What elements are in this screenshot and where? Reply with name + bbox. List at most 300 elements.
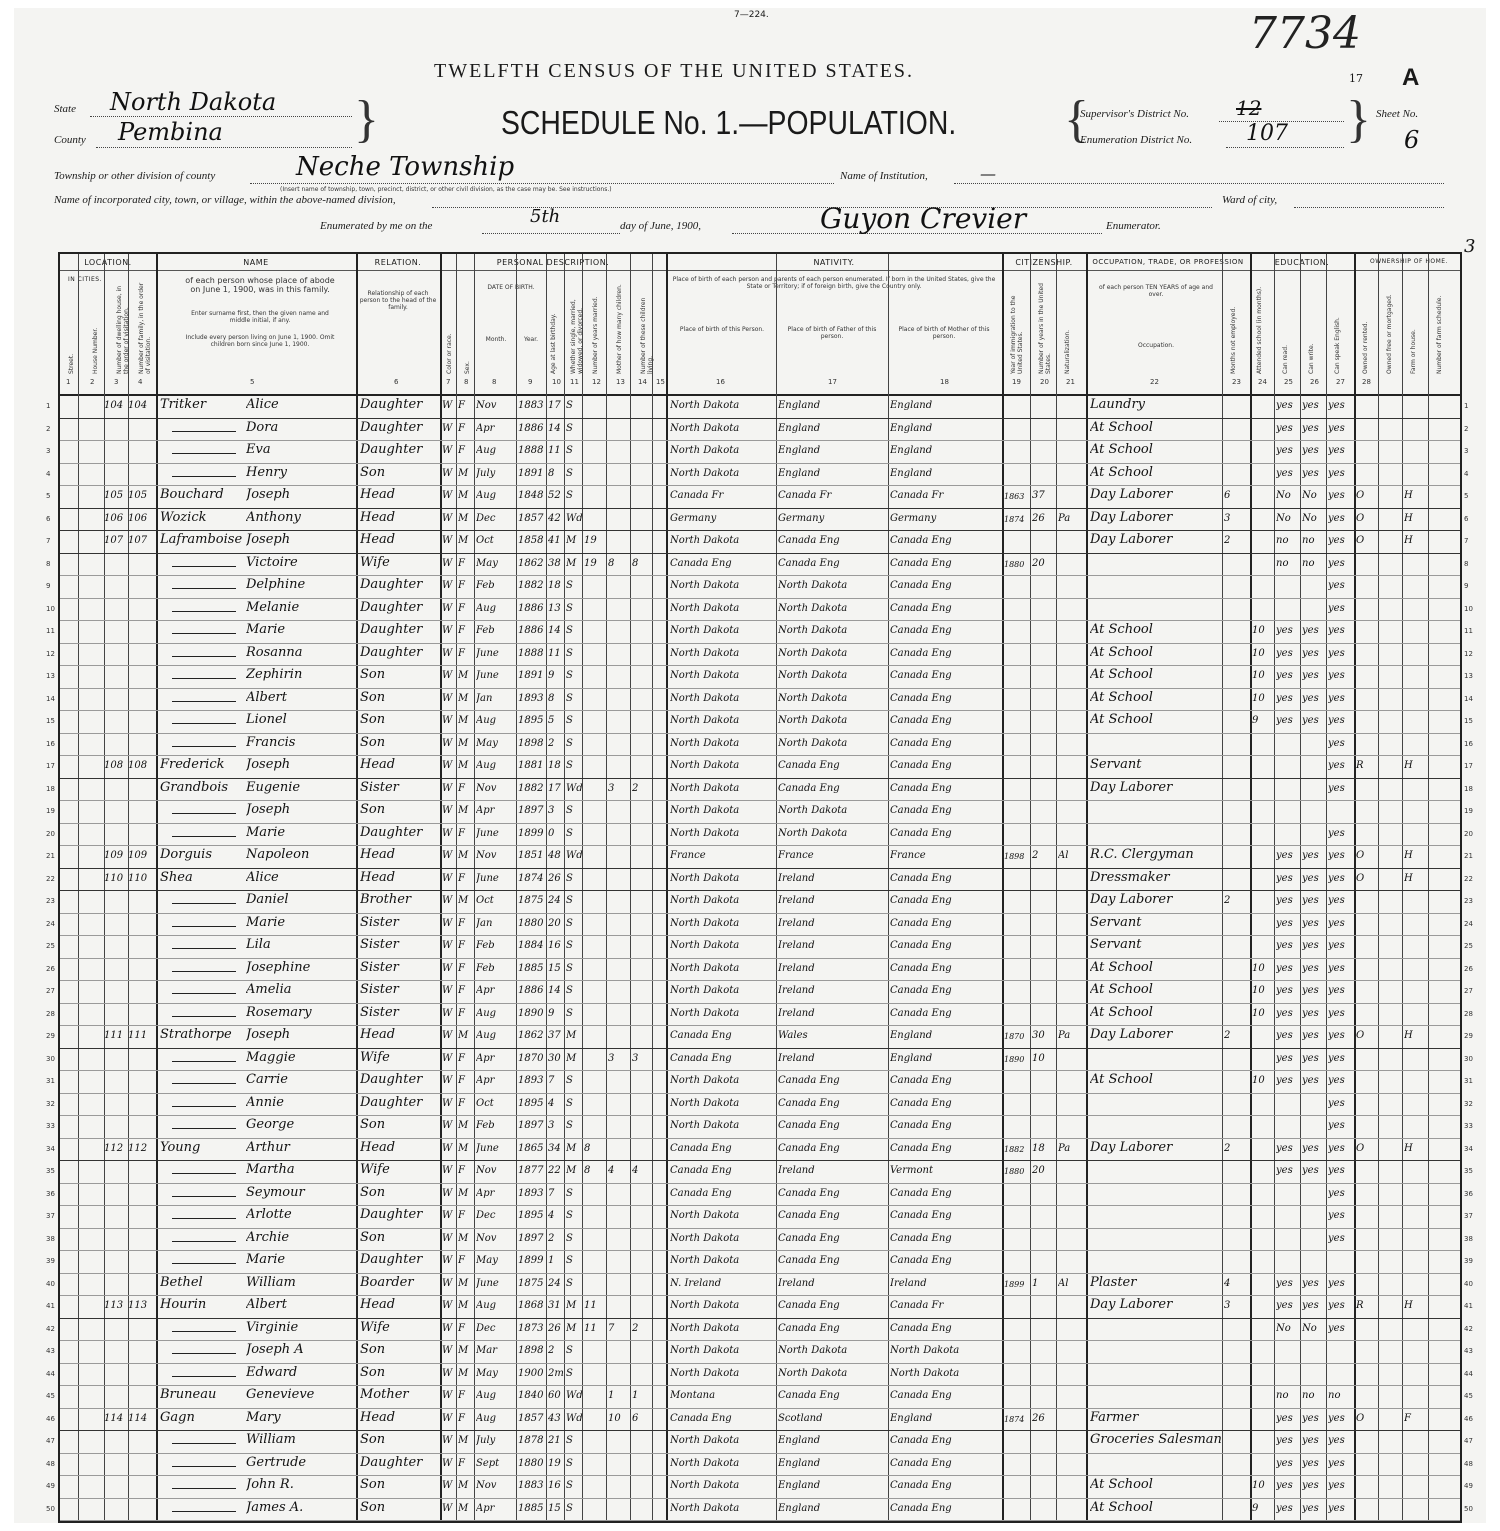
cell-fpob: Canada Eng <box>778 535 840 546</box>
cell-occ: Day Laborer <box>1090 1297 1173 1312</box>
cell-fam: 112 <box>128 1142 148 1154</box>
line-number-left: 14 <box>46 694 55 703</box>
cell-yus: 2 <box>1032 850 1039 861</box>
cell-unemp: 2 <box>1224 1142 1231 1154</box>
cell-month: Oct <box>476 535 494 546</box>
cell-yus: 37 <box>1032 490 1045 501</box>
cell-fpob: Canada Eng <box>778 1300 840 1311</box>
cell-unemp: 6 <box>1224 490 1231 501</box>
hdr-v-free: Owned free or mortgaged. <box>1386 294 1393 374</box>
cell-occ: Day Laborer <box>1090 532 1173 547</box>
cell-pob: North Dakota <box>670 917 740 929</box>
cell-mpob: Canada Eng <box>890 782 952 794</box>
cell-write: yes <box>1302 1030 1319 1041</box>
cell-given: Seymour <box>246 1184 305 1200</box>
cell-read: yes <box>1276 647 1293 659</box>
table-row-line <box>60 1385 1460 1386</box>
cell-eng: yes <box>1328 1097 1345 1109</box>
cell-imm: 1863 <box>1004 492 1025 501</box>
cell-dw: 112 <box>104 1142 124 1154</box>
cell-rel: Son <box>360 712 386 727</box>
cell-sex: M <box>458 670 469 681</box>
enumerator-signature: Guyon Crevier <box>820 202 1027 235</box>
cell-rel: Son <box>360 689 386 705</box>
cell-surname: Young <box>160 1139 201 1155</box>
hdr-year: Year. <box>523 336 539 343</box>
cell-age: 41 <box>548 535 561 546</box>
cell-color: W <box>442 895 453 906</box>
cell-mar: M <box>566 557 577 569</box>
cell-farm: H <box>1404 490 1413 501</box>
table-row-line <box>60 688 1460 689</box>
cell-read: yes <box>1276 625 1293 636</box>
cell-yus: 20 <box>1032 557 1045 569</box>
cell-rel: Son <box>360 802 386 817</box>
cell-mar: M <box>566 1300 577 1311</box>
cell-fpob: Ireland <box>778 962 815 974</box>
cell-rel: Head <box>360 847 396 862</box>
cell-month: Nov <box>476 850 497 861</box>
cell-month: Mar <box>476 1345 497 1356</box>
cell-color: W <box>442 490 453 501</box>
cell-given: Joseph <box>246 802 291 817</box>
cell-rel: Head <box>360 487 396 502</box>
cell-read: yes <box>1276 917 1293 929</box>
cell-own: R <box>1356 1300 1364 1311</box>
table-row-line <box>60 1003 1460 1004</box>
cell-mpob: England <box>890 422 933 434</box>
cell-mar: M <box>566 1165 577 1176</box>
line-number-right: 19 <box>1464 807 1473 815</box>
column-divider <box>1378 254 1379 1521</box>
cell-write: yes <box>1302 962 1319 974</box>
cell-mpob: Germany <box>890 512 937 524</box>
column-number: 4 <box>138 378 143 386</box>
line-number-left: 11 <box>46 627 55 635</box>
cell-month: Apr <box>476 985 495 996</box>
cell-pob: North Dakota <box>670 1255 740 1266</box>
cell-pob: North Dakota <box>670 782 740 794</box>
column-number: 24 <box>1258 378 1267 386</box>
cell-fpob: North Dakota <box>778 1367 848 1379</box>
hdr-ownership: OWNERSHIP OF HOME. <box>1370 258 1448 265</box>
column-divider <box>776 254 777 1521</box>
cell-read: yes <box>1276 1412 1293 1424</box>
table-row-line <box>60 440 1460 441</box>
cell-age: 17 <box>548 782 561 794</box>
line-number-left: 15 <box>46 717 55 725</box>
cell-fpob: England <box>778 1480 821 1491</box>
cell-eng: yes <box>1328 1210 1345 1221</box>
cell-age: 17 <box>548 400 561 411</box>
cell-mar: S <box>566 1187 573 1199</box>
cell-pob: North Dakota <box>670 1075 740 1086</box>
cell-eng: yes <box>1328 1030 1345 1041</box>
cell-mpob: England <box>890 1030 933 1041</box>
cell-write: yes <box>1302 1075 1319 1086</box>
cell-eng: yes <box>1328 872 1345 884</box>
cell-sch: 10 <box>1252 1007 1265 1019</box>
hdr-occupation: OCCUPATION, TRADE, OR PROFESSION <box>1092 258 1244 266</box>
cell-mo: 3 <box>608 1052 615 1064</box>
cell-occ: Servant <box>1090 914 1142 930</box>
cell-unemp: 3 <box>1224 512 1231 524</box>
cell-color: W <box>442 647 453 659</box>
cell-pob: North Dakota <box>670 1300 740 1311</box>
cell-age: 0 <box>548 827 555 839</box>
cell-given: Arthur <box>246 1139 290 1155</box>
cell-write: yes <box>1302 940 1319 951</box>
column-number: 8 <box>492 378 497 386</box>
cell-fam: 113 <box>128 1300 148 1311</box>
cell-color: W <box>442 467 453 479</box>
cell-read: yes <box>1276 422 1293 434</box>
cell-pob: North Dakota <box>670 1007 740 1019</box>
cell-read: No <box>1276 490 1291 501</box>
cell-color: W <box>442 1300 453 1311</box>
cell-read: yes <box>1276 872 1293 884</box>
cell-fpob: Ireland <box>778 1277 815 1289</box>
cell-eng: yes <box>1328 1165 1345 1176</box>
cell-mar: S <box>566 917 573 929</box>
line-number-left: 22 <box>46 874 55 883</box>
cell-given: Annie <box>246 1094 284 1110</box>
cell-rel: Sister <box>360 959 399 975</box>
cell-rel: Daughter <box>360 1072 423 1087</box>
cell-color: W <box>442 872 453 884</box>
hdr-nativity: NATIVITY. <box>813 258 855 267</box>
cell-occ: Laundry <box>1090 397 1146 412</box>
cell-sex: F <box>458 445 465 456</box>
county-label: County <box>54 134 86 146</box>
surname-ditto-dash <box>172 1263 236 1264</box>
cell-year: 1875 <box>518 895 544 906</box>
cell-mar: S <box>566 692 573 704</box>
cell-dw: 104 <box>104 400 124 411</box>
cell-given: Henry <box>246 464 287 480</box>
table-row-line <box>60 598 1460 599</box>
cell-occ: At School <box>1090 1477 1153 1492</box>
cell-read: No <box>1276 512 1291 524</box>
line-number-right: 41 <box>1464 1302 1473 1310</box>
hdr-pob-mother: Place of birth of Mother of this person. <box>898 326 990 340</box>
column-divider <box>652 254 653 1521</box>
cell-mpob: Canada Eng <box>890 715 952 726</box>
cell-color: W <box>442 1075 453 1086</box>
cell-occ: Day Laborer <box>1090 509 1173 525</box>
cell-fpob: Ireland <box>778 1007 815 1019</box>
cell-month: Aug <box>476 445 497 456</box>
cell-mar: S <box>566 602 573 614</box>
cell-fpob: North Dakota <box>778 602 848 614</box>
cell-mpob: England <box>890 1412 933 1424</box>
cell-year: 1882 <box>518 580 544 591</box>
cell-fpob: North Dakota <box>778 1345 848 1356</box>
line-number-left: 44 <box>46 1369 55 1378</box>
table-row-line <box>60 733 1460 734</box>
cell-year: 1851 <box>518 850 544 861</box>
cell-month: Dec <box>476 1210 496 1221</box>
table-row-line <box>60 1025 1460 1026</box>
cell-fpob: Canada Fr <box>778 490 832 501</box>
township-value: Neche Township <box>296 152 515 182</box>
line-number-right: 15 <box>1464 717 1473 725</box>
line-number-right: 49 <box>1464 1482 1473 1490</box>
table-row-line <box>60 980 1460 981</box>
cell-age: 22 <box>548 1165 561 1176</box>
cell-given: Edward <box>246 1364 298 1380</box>
cell-farm: H <box>1404 872 1413 884</box>
cell-pob: North Dakota <box>670 1120 740 1131</box>
cell-eng: yes <box>1328 1187 1345 1199</box>
surname-ditto-dash <box>172 1443 236 1444</box>
cell-cl: 4 <box>632 1165 639 1176</box>
line-number-right: 21 <box>1464 852 1473 860</box>
cell-fpob: Wales <box>778 1030 808 1041</box>
cell-ym: 11 <box>584 1300 597 1311</box>
cell-color: W <box>442 850 453 861</box>
table-row-line <box>60 1070 1460 1071</box>
cell-dw: 108 <box>104 760 124 771</box>
cell-year: 1865 <box>518 1142 544 1154</box>
cell-pob: North Dakota <box>670 962 740 974</box>
hdr-v-mother-of: Mother of how many children. <box>616 284 623 374</box>
column-number: 13 <box>616 378 625 386</box>
cell-month: Oct <box>476 1097 494 1109</box>
cell-mpob: Canada Eng <box>890 1232 952 1244</box>
cell-rel: Son <box>360 1499 386 1515</box>
cell-rel: Head <box>360 532 396 547</box>
cell-mpob: Canada Eng <box>890 737 952 749</box>
cell-month: Jan <box>476 917 493 929</box>
cell-pob: Montana <box>670 1390 716 1401</box>
hdr-dob: DATE OF BIRTH. <box>487 284 535 291</box>
line-number-left: 41 <box>46 1302 55 1310</box>
cell-pob: N. Ireland <box>670 1277 722 1289</box>
cell-age: 16 <box>548 940 561 951</box>
cell-sch: 10 <box>1252 670 1265 681</box>
line-number-left: 30 <box>46 1054 55 1063</box>
cell-color: W <box>442 1367 453 1379</box>
column-divider <box>356 254 358 1521</box>
cell-rel: Head <box>360 1139 396 1155</box>
stamp-number: 7734 <box>1249 8 1361 59</box>
hdr-name-note1: Enter surname first, then the given name and middle initial, if any. <box>191 310 329 324</box>
cell-rel: Daughter <box>360 442 423 457</box>
cell-year: 1899 <box>518 1255 544 1266</box>
cell-mar: Wd <box>566 782 583 794</box>
cell-mar: S <box>566 1457 573 1469</box>
cell-eng: yes <box>1328 602 1345 614</box>
cell-pob: North Dakota <box>670 1345 740 1356</box>
cell-rel: Daughter <box>360 577 423 592</box>
line-number-right: 38 <box>1464 1234 1473 1243</box>
cell-own: O <box>1356 1412 1365 1424</box>
cell-sex: M <box>458 1435 469 1446</box>
cell-given: Joseph <box>246 532 291 547</box>
cell-month: Aug <box>476 1412 497 1424</box>
cell-occ: R.C. Clergyman <box>1090 847 1194 862</box>
cell-sex: M <box>458 1345 469 1356</box>
cell-year: 1862 <box>518 1030 544 1041</box>
cell-yus: 18 <box>1032 1142 1045 1154</box>
line-number-left: 32 <box>46 1099 55 1108</box>
hdr-name-note2: Include every person living on June 1, 1900. Omit children born since June 1, 1900. <box>185 334 335 348</box>
cell-pob: North Dakota <box>670 625 740 636</box>
cell-read: yes <box>1276 1075 1293 1086</box>
cell-fpob: Canada Eng <box>778 1075 840 1086</box>
cell-age: 42 <box>548 512 561 524</box>
surname-ditto-dash <box>172 948 236 949</box>
cell-month: Feb <box>476 962 495 974</box>
cell-given: Melanie <box>246 599 300 615</box>
cell-mpob: Canada Eng <box>890 827 952 839</box>
cell-month: Aug <box>476 602 497 614</box>
cell-month: Feb <box>476 625 495 636</box>
table-row-line <box>60 845 1460 846</box>
cell-eng: yes <box>1328 422 1345 434</box>
line-number-right: 1 <box>1464 402 1469 410</box>
cell-rel: Sister <box>360 1004 399 1020</box>
cell-age: 2 <box>548 737 555 749</box>
cell-read: yes <box>1276 895 1293 906</box>
surname-ditto-dash <box>172 656 236 657</box>
line-number-right: 7 <box>1464 537 1469 545</box>
cell-month: Aug <box>476 1390 497 1401</box>
cell-eng: yes <box>1328 400 1345 411</box>
cell-year: 1880 <box>518 1457 544 1469</box>
cell-fpob: Ireland <box>778 872 815 884</box>
line-number-right: 44 <box>1464 1369 1473 1378</box>
cell-own: O <box>1356 1030 1365 1041</box>
line-number-left: 49 <box>46 1482 55 1490</box>
cell-write: yes <box>1302 1502 1319 1514</box>
cell-sex: F <box>458 827 465 839</box>
cell-mar: S <box>566 670 573 681</box>
cell-sex: M <box>458 805 469 816</box>
line-number-right: 16 <box>1464 739 1473 748</box>
cell-write: No <box>1302 490 1317 501</box>
cell-read: yes <box>1276 1300 1293 1311</box>
cell-eng: yes <box>1328 692 1345 704</box>
line-number-left: 34 <box>46 1144 55 1153</box>
cell-mpob: North Dakota <box>890 1367 960 1379</box>
hdr-v-age: Age at last birthday. <box>550 313 557 374</box>
table-row-line <box>60 1228 1460 1229</box>
cell-color: W <box>442 1007 453 1019</box>
hdr-personal: PERSONAL DESCRIPTION. <box>496 258 610 267</box>
table-row-line <box>60 1475 1460 1476</box>
cell-month: Apr <box>476 422 495 434</box>
cell-given: Joseph <box>246 757 291 772</box>
schedule-title: SCHEDULE No. 1.—POPULATION. <box>501 104 957 141</box>
cell-occ: Groceries Salesman <box>1090 1432 1222 1447</box>
cell-mpob: Canada Fr <box>890 490 944 501</box>
cell-fpob: Scotland <box>778 1412 823 1424</box>
cell-month: Oct <box>476 895 494 906</box>
cell-rel: Son <box>360 1342 386 1357</box>
cell-mar: S <box>566 1502 573 1514</box>
cell-sex: F <box>458 647 465 659</box>
cell-read: yes <box>1276 1165 1293 1176</box>
cell-year: 1858 <box>518 535 544 546</box>
cell-fpob: England <box>778 1502 821 1514</box>
cell-sex: F <box>458 400 465 411</box>
cell-pob: North Dakota <box>670 1097 740 1109</box>
column-number: 18 <box>940 378 949 386</box>
cell-month: May <box>476 1255 498 1266</box>
cell-given: Marie <box>246 1252 286 1267</box>
line-number-right: 20 <box>1464 829 1473 838</box>
cell-yus: 26 <box>1032 1412 1045 1424</box>
cell-rel: Daughter <box>360 622 423 637</box>
cell-ym: 19 <box>584 535 597 546</box>
cell-color: W <box>442 1435 453 1446</box>
cell-cl: 2 <box>632 782 639 794</box>
cell-age: 18 <box>548 760 561 771</box>
cell-rel: Head <box>360 509 396 525</box>
cell-mpob: Canada Eng <box>890 917 952 929</box>
cell-mpob: Canada Eng <box>890 625 952 636</box>
cell-sex: M <box>458 715 469 726</box>
cell-write: yes <box>1302 467 1319 479</box>
cell-read: yes <box>1276 1277 1293 1289</box>
cell-sex: F <box>458 580 465 591</box>
cell-eng: yes <box>1328 895 1345 906</box>
cell-age: 48 <box>548 850 561 861</box>
cell-write: yes <box>1302 1412 1319 1424</box>
cell-age: 3 <box>548 1120 555 1131</box>
cell-fpob: Canada Eng <box>778 1322 840 1334</box>
cell-read: no <box>1276 1390 1289 1401</box>
ed-rule <box>1226 147 1344 148</box>
cell-given: Arlotte <box>246 1207 292 1222</box>
cell-fam: 107 <box>128 535 148 546</box>
column-divider <box>1300 254 1301 1521</box>
surname-ditto-dash <box>172 971 236 972</box>
column-divider <box>1326 254 1327 1521</box>
cell-mo: 4 <box>608 1165 615 1176</box>
table-row-line <box>60 1520 1460 1521</box>
cell-color: W <box>442 1322 453 1334</box>
cell-given: Maggie <box>246 1049 296 1065</box>
cell-given: Alice <box>246 869 279 885</box>
cell-read: yes <box>1276 1030 1293 1041</box>
cell-mo: 1 <box>608 1390 615 1401</box>
cell-fpob: Canada Eng <box>778 760 840 771</box>
cell-sex: M <box>458 895 469 906</box>
cell-dw: 106 <box>104 512 124 524</box>
cell-eng: yes <box>1328 760 1345 771</box>
cell-rel: Head <box>360 1027 396 1042</box>
table-row-line <box>60 1295 1460 1296</box>
cell-color: W <box>442 1277 453 1289</box>
cell-write: yes <box>1302 647 1319 659</box>
cell-year: 1897 <box>518 1232 544 1244</box>
cell-month: Feb <box>476 580 495 591</box>
line-number-left: 24 <box>46 919 55 928</box>
cell-given: Marie <box>246 914 286 930</box>
cell-write: yes <box>1302 1277 1319 1289</box>
cell-year: 1886 <box>518 602 544 614</box>
column-number: 1 <box>66 378 71 386</box>
enumerated-day-rule <box>482 233 620 234</box>
cell-month: Apr <box>476 1502 495 1514</box>
cell-color: W <box>442 827 453 839</box>
line-number-left: 2 <box>46 424 51 433</box>
ward-label: Ward of city, <box>1222 194 1278 206</box>
hdr-name: NAME <box>243 258 269 267</box>
